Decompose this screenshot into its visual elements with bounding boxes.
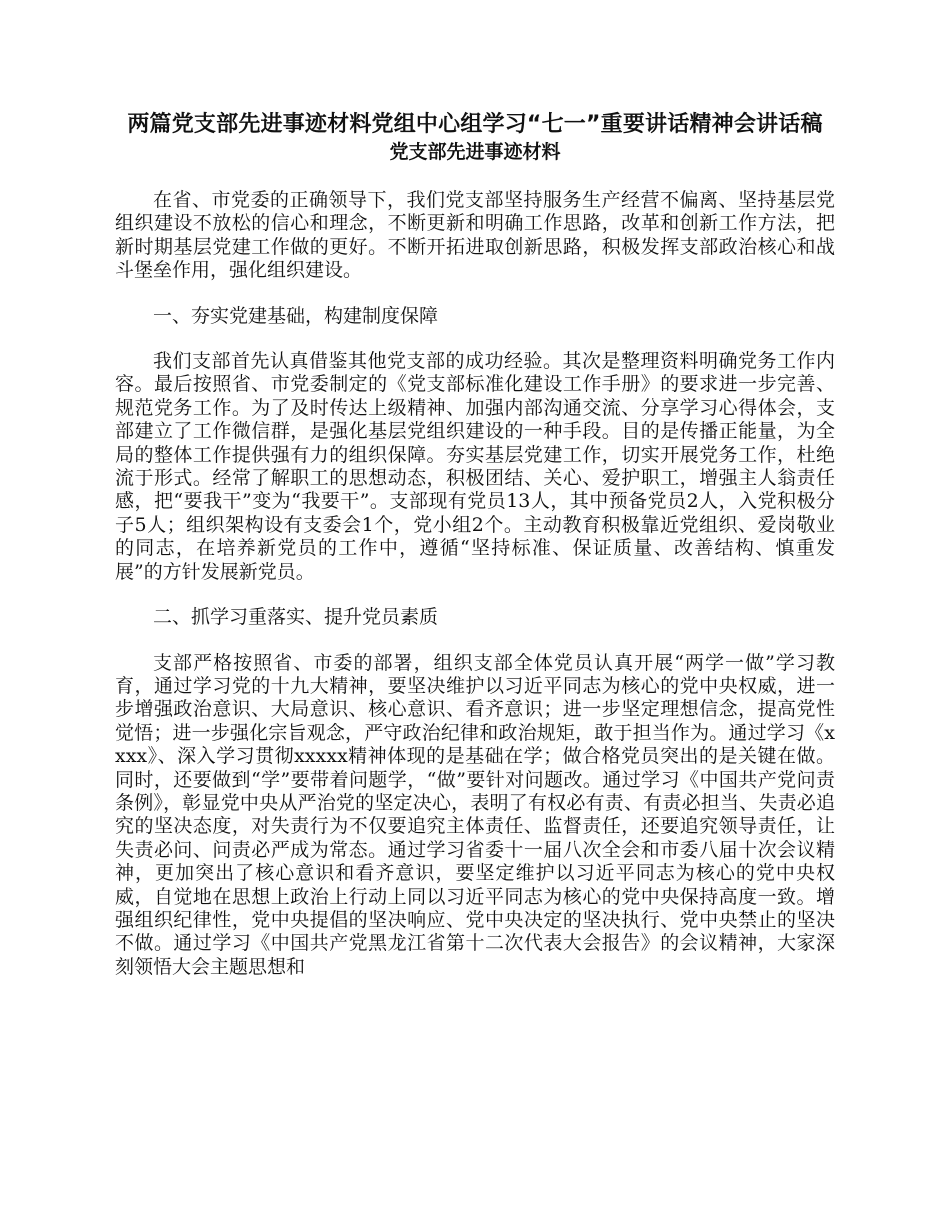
section-heading-1: 一、夯实党建基础，构建制度保障 xyxy=(153,304,439,327)
document-subtitle: 党支部先进事迹材料 xyxy=(389,141,561,163)
intro-paragraph: 在省、市党委的正确领导下，我们党支部坚持服务生产经营不偏离、坚持基层党组织建设不放松的信心和理念，不断更新和明确工作思路，改革和创新工作方法，把新时期基层党建工作做的更好。不断开拓进取创新思路，积极发挥支部政治核心和战斗堡垒作用，强化组织建设。 xyxy=(115,189,835,282)
section-2-paragraph: 支部严格按照省、市委的部署，组织支部全体党员认真开展“两学一做”学习教育，通过学习党的十九大精神，要坚决维护以习近平同志为核心的党中央权威，进一步增强政治意识、大局意识、核心意识、看齐意识；进一步坚定理想信念，提高党性觉悟；进一步强化宗旨观念，严守政治纪律和政治规矩，敢于担当作为。通过学习《xxxx》、深入学习贯彻xxxxx精神体现的是基础在学；做合格党员突出的是关键在做。同时，还要做到“学”要带着问题学，“做”要针对问题改。通过学习《中国共产党问责条例》，彰显党中央从严治党的坚定决心，表明了有权必有责、有责必担当、失责必追究的坚决态度，对失责行为不仅要追究主体责任、监督责任，还要追究领导责任，让失责必问、问责必严成为常态。通过学习省委十一届八次全会和市委八届十次会议精神，更加突出了核心意识和看齐意识，要坚定维护以习近平同志为核心的党中央权威，自觉地在思想上政治上行动上同以习近平同志为核心的党中央保持高度一致。增强组织纪律性，党中央提倡的坚决响应、党中央决定的坚决执行、党中央禁止的坚决不做。通过学习《中国共产党黑龙江省第十二次代表大会报告》的会议精神，大家深刻领悟大会主题思想和 xyxy=(115,651,835,978)
section-heading-2: 二、抓学习重落实、提升党员素质 xyxy=(153,606,439,629)
document-page xyxy=(115,110,835,1001)
section-1-paragraph: 我们支部首先认真借鉴其他党支部的成功经验。其次是整理资料明确党务工作内容。最后按照省、市党委制定的《党支部标准化建设工作手册》的要求进一步完善、规范党务工作。为了及时传达上级精神、加强内部沟通交流、分享学习心得体会，支部建立了工作微信群，是强化基层党组织建设的一种手段。目的是传播正能量，为全局的整体工作提供强有力的组织保障。夯实基层党建工作，切实开展党务工作，杜绝流于形式。经常了解职工的思想动态，积极团结、关心、爱护职工，增强主人翁责任感，把“要我干”变为“我要干”。支部现有党员13人，其中预备党员2人，入党积极分子5人；组织架构设有支委会1个，党小组2个。主动教育积极靠近党组织、爱岗敬业的同志，在培养新党员的工作中，遵循“坚持标准、保证质量、改善结构、慎重发展”的方针发展新党员。 xyxy=(115,350,835,583)
document-title: 两篇党支部先进事迹材料党组中心组学习“七一”重要讲话精神会讲话稿 xyxy=(127,112,823,137)
